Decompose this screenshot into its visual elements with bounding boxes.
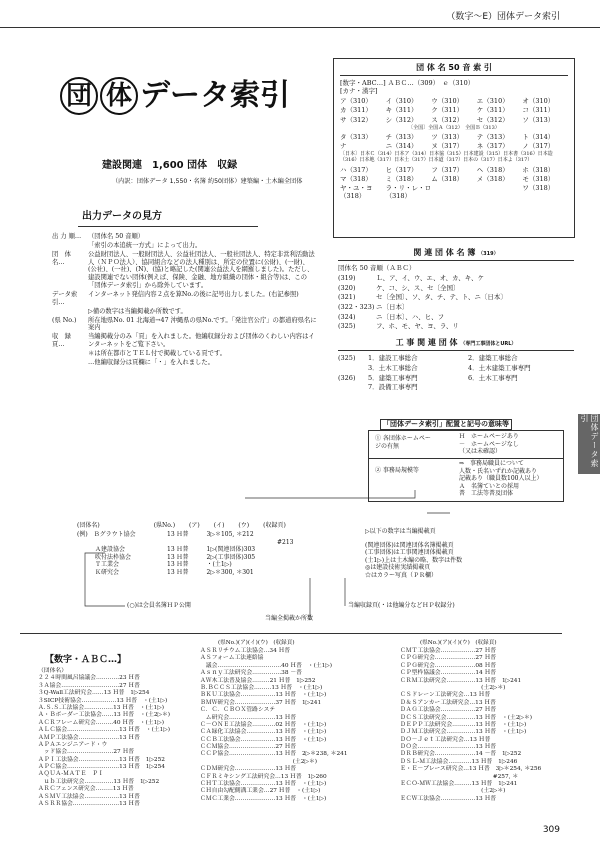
list-item[interactable]: ＡＲＣフェンス研究会………13 Ｈ普 [38, 786, 134, 793]
list-item[interactable]: ＡＳＲＲ協会……………………13 Ｈ普 [38, 801, 140, 808]
list-item[interactable]: ＣＰＧ研究会…………………08 Ｈ普 [400, 662, 497, 669]
kana-cell[interactable]: ク（311） [431, 106, 464, 115]
related-page: (325) [338, 322, 356, 331]
related-text: ニ〔日本〕、ハ、ヒ、フ [376, 312, 445, 321]
list-item: (土2▷＊) [400, 788, 506, 795]
desc-key [52, 242, 88, 250]
page-number: 309 [542, 825, 560, 835]
example-entry [77, 546, 357, 554]
construction-row[interactable] [338, 364, 574, 372]
related-page: (321) [338, 293, 356, 302]
example-entry [77, 554, 357, 562]
related-page: (319) [338, 274, 356, 283]
example-entry-rest: 13 Ｈ普 2▷＊300, ＊301 [167, 568, 254, 576]
list-item[interactable]: Ｂ.ＢＣＣＳ工法協会………13 Ｈ普 ・(土1▷) [200, 684, 323, 691]
kana-cell[interactable]: ス（312） [431, 115, 464, 124]
legend-value: ⇒ 事務局職員について [459, 460, 524, 467]
related-page: (324) [338, 312, 356, 321]
list-item[interactable]: ＥＣＯ-ＭＷ工法協会………13 Ｈ普 1▷241 [400, 781, 518, 788]
example-label: (ウ) [238, 522, 250, 529]
kana-cell[interactable]: シ（312） [385, 115, 418, 124]
kana-cell [477, 184, 523, 200]
legend-value: Ａ 名簿ていとの採用 [459, 482, 520, 490]
desc-value: ▷備の数字は当編掲載か所数です。 [88, 307, 187, 315]
related-groups [338, 248, 574, 393]
list-item[interactable]: Ａ.Ｓ.Ｓ.工法協会……………13 Ｈ普 ・(土1▷) [38, 704, 164, 711]
example-entry-name: (例) Ｂグラウト協会 [77, 531, 136, 538]
kana-cell[interactable]: ホ（318） [522, 165, 555, 174]
desc-key [52, 350, 88, 358]
kana-cell[interactable]: ミ（318） [385, 174, 418, 183]
construction-heading-note: （専門工事団体とURL） [460, 341, 517, 348]
legend-value: － ホームページなし [459, 440, 519, 448]
legend-divider [369, 458, 563, 459]
construction-heading [338, 338, 574, 351]
related-sub: 団体名 50 音順（ＡＢＣ） [338, 264, 416, 272]
related-text: セ〔全国〕、ソ、タ、チ、テ、ト、ニ〔日本〕 [376, 293, 507, 302]
example-label: (県No.) [153, 522, 176, 529]
kana-index-abc-row[interactable]: [数字・ABC…] ＡＢＣ…（309） ｅ（310） [340, 79, 475, 87]
kana-cell[interactable]: オ（310） [522, 97, 555, 106]
example-entry [77, 531, 357, 539]
kana-cell[interactable]: ト（314） [522, 132, 555, 141]
construction-item: 1．建設工事総合 [368, 354, 418, 363]
related-page: (322・323) [338, 303, 375, 311]
list-item: (土2▷＊) [400, 684, 506, 691]
list-item[interactable]: ＡＷ木工法普及協会………21 Ｈ普 1▷252 [200, 677, 316, 684]
kana-cell[interactable]: ヌ（317） [431, 142, 464, 150]
desc-key: データ索引… [52, 291, 78, 306]
construction-item: 2．建築工事総合 [468, 354, 518, 363]
example-note: ▷以下の数字は当編掲載頁 [365, 528, 436, 535]
desc-value: 当編掲載分のみ「頁」を入れました。他編収録分および団体のくわしい内容はインターネットをご覧下さい。 [88, 333, 315, 349]
kana-index-box [333, 58, 575, 238]
desc-value: （団体名 50 音順） [88, 233, 145, 240]
example-entry-name: Ａ建設協会 [95, 546, 126, 553]
example-foot-3: 当編全掲載か所数 [265, 615, 314, 622]
kana-cell[interactable]: ハ（317） [340, 165, 372, 174]
desc-key: (県 No.) [52, 316, 77, 324]
desc-key [52, 359, 88, 367]
construction-item: 4．土木建築工事専門 [468, 364, 531, 372]
kana-note-zenkoku: 〔全国〕全国Ａ（312） 全国Ｂ（313） [408, 124, 500, 131]
list-item[interactable]: ３SICP技術協会………………13 Ｈ普 ・(土1▷) [38, 697, 168, 704]
list-item[interactable]: 議会……………………………40 Ｈ普 ・(土1▷) [200, 662, 333, 669]
kana-cell[interactable]: ワ（318） [522, 183, 555, 192]
construction-item: 5．建築工事専門 [368, 373, 418, 382]
example-diagram [65, 488, 545, 623]
kana-cell[interactable]: ヒ（317） [385, 165, 418, 174]
legend-value: Ｈ ホームページあり [459, 433, 519, 440]
desc-value: ＊は所在都市とＴＥＬ付で掲載している頁です。 [88, 350, 227, 358]
list-item: （団体名） [38, 668, 67, 674]
desc-value: 公益財団法人、一般財団法人、公益社団法人、一般社団法人、特定非営利活動法人（ＮＰＯ法人）、協同組合などの法人種別は、所定の位置に(公財)、(一財)、(公社)、(一社)、(N)、(協)と略記した(関連公益法人を網羅しました)。ただし、建設関連でない団体(例えば、保険、金融、地方組織の団体・組合等)は、この「団体データ索引」から除外しています。 [88, 250, 315, 290]
example-entry [77, 539, 357, 547]
list-item[interactable]: ＡＭＰ工法協会…………………13 Ｈ普 [38, 734, 140, 741]
example-entry-name: 吹付法枠協会 [95, 553, 132, 561]
legend-value: 人数・氏名いずれか記載あり [459, 467, 538, 475]
related-text: フ、ホ、モ、ヤ、ヨ、ラ、リ [376, 322, 459, 331]
construction-page [338, 364, 368, 372]
kana-cell[interactable]: マ（318） [340, 174, 372, 183]
related-row[interactable] [338, 303, 574, 311]
desc-value: 所在地県No. 01 北海道→47 沖縄県の県No.です。「発注官公庁」の都道府県名に案内 [88, 316, 317, 332]
related-page: (320) [338, 283, 356, 292]
desc-row [52, 333, 317, 349]
list-item[interactable]: ＣＨ自由勾配側溝工業会…27 Ｈ普 ・(土1▷) [200, 788, 321, 795]
list-item[interactable]: ＥＣＷ工法協会………………13 Ｈ普 [400, 795, 497, 802]
construction-item: 3．土木工事総合 [368, 364, 418, 372]
legend-item-2: ② 事務局規模等 [375, 467, 419, 474]
kana-cell[interactable]: ケ（311） [476, 106, 509, 115]
legend-title-text: 「団体データ索引」配置と記号の意味等 [380, 419, 512, 430]
kana-grid [340, 97, 568, 123]
list-item[interactable]: ＣＳドレーン工法研究会…13 Ｈ普 [400, 692, 491, 699]
example-note: (関連団体)は関連団体名簿掲載頁 [365, 541, 454, 549]
list-item[interactable]: ＡＳＲリチウム工法協会…34 Ｈ普 [200, 648, 291, 654]
kana-cell[interactable]: キ（311） [385, 106, 418, 115]
output-description [52, 233, 317, 368]
related-row[interactable] [338, 284, 574, 292]
example-entry-rest: #213 [277, 538, 294, 546]
related-heading [338, 248, 574, 261]
desc-key: 出 力 順… [52, 233, 82, 240]
related-row[interactable] [338, 313, 574, 321]
columns-header: (県No.)(ア)(イ)(ウ) (収録頁) [218, 640, 295, 646]
example-note: (工事団体)は工事関連団体掲載頁 [365, 549, 454, 556]
example-entry-rest: 13 Ｈ普 1▷(関連団体)303 [167, 546, 256, 553]
example-entry [77, 569, 357, 577]
construction-row[interactable] [338, 374, 574, 382]
side-tab: 団体データ索引 [578, 414, 600, 474]
related-row[interactable] [338, 293, 574, 301]
kana-cell[interactable]: メ（318） [476, 174, 509, 183]
example-label: (イ) [213, 522, 225, 529]
list-item[interactable]: ＣＲＭ工法研究会……………13 Ｈ普 1▷241 [400, 677, 522, 684]
list-item[interactable]: ＣＰ型枠協議会………………14 Ｈ普 [400, 670, 497, 677]
example-entry-name: Ｋ研究会 [95, 568, 120, 576]
list-item[interactable]: Ａ・Ｂボーダー工法協会……13 Ｈ普 ・(土2▷＊) [38, 712, 171, 719]
example-entries [77, 531, 357, 576]
example-note: (土1▷)上は土木編の略、数字は件数 [365, 556, 463, 564]
list-item[interactable]: ３Ａ協会…………………………27 Ｈ普 [38, 682, 140, 689]
kana-cell[interactable]: モ（318） [522, 174, 555, 183]
list-item[interactable]: ＣＨＴ工法協会………………13 Ｈ普 ・(土1▷) [200, 781, 327, 788]
desc-row [52, 233, 317, 241]
kana-cell[interactable]: ソ（313） [522, 115, 555, 124]
list-item[interactable]: ＤＯ会…………………………13 Ｈ普 [400, 744, 497, 751]
kana-cell[interactable]: ラ・リ・レ・ロ（318） [385, 183, 432, 200]
list-item[interactable]: ｕｂ工法研究会……………13 Ｈ普 1▷252 [38, 778, 160, 785]
kana-cell[interactable]: カ（311） [340, 106, 372, 115]
kana-cell[interactable]: セ（312） [476, 115, 509, 124]
kana-cell [431, 184, 477, 200]
list-item[interactable]: ２２４時間風呂協議会…………23 Ｈ普 [38, 675, 140, 682]
list-item: (土2▷＊) [200, 758, 318, 765]
kana-grid-2 [340, 133, 568, 150]
legend-value: 普 工法等普及団体 [459, 490, 514, 497]
list-item[interactable]: ＡＰＡエンジニアード・ウ [38, 741, 108, 748]
kana-grid-3 [340, 166, 568, 201]
list-item[interactable]: ＤＡＧ工法協会………………27 Ｈ普 [400, 707, 497, 714]
kana-cell[interactable]: ム（318） [431, 174, 464, 183]
construction-row[interactable] [338, 383, 574, 391]
related-heading-text: 関 連 団 体 名 簿 [413, 248, 476, 257]
list-item[interactable]: ＢＫＵ工法協会………………13 Ｈ普 ・(土1▷) [200, 692, 327, 699]
list-item[interactable]: ＤＲＢ研究会…………………14 －普 1▷252 [400, 751, 522, 758]
kana-cell[interactable]: コ（311） [522, 106, 555, 115]
kana-cell[interactable]: タ（313） [340, 132, 372, 141]
legend-value: 記載あり（職員数100人以上） [459, 475, 543, 482]
list-item[interactable]: ＣＣＭ協会……………………27 Ｈ普 [200, 744, 297, 751]
main-title [60, 77, 290, 115]
construction-row[interactable] [338, 354, 574, 362]
example-label: (団体名) [77, 522, 100, 529]
list-item[interactable]: ＤＳＬ-Ｍ工法協会…………13 Ｈ普 1▷246 [400, 758, 518, 765]
kana-index-label: [カナ・漢字] [340, 87, 378, 96]
list-item[interactable]: ＣＰＧ研究会…………………27 Ｈ普 [400, 655, 497, 662]
subtitle-note: （内訳：団体データ 1,550・名簿 約50団体）建築編・土木編全団体 [112, 178, 303, 185]
index-divider [20, 633, 562, 634]
kana-cell[interactable]: イ（310） [385, 97, 418, 106]
legend-item-1-values [459, 433, 519, 456]
section-abc-heading: 【数字・ＡＢＣ…】 [45, 655, 127, 665]
list-item[interactable]: Ｃ．Ｃ．ＣＢＯＸ管路システ [200, 707, 276, 714]
kana-cell[interactable]: チ（313） [385, 132, 418, 141]
list-item[interactable]: ッド協会……………………27 Ｈ普 [38, 749, 135, 756]
list-item[interactable]: ＣＤＭ研究会…………………13 Ｈ普 [200, 766, 297, 773]
list-item: #257, ＊ [400, 773, 519, 780]
kana-cell[interactable]: ヤ・ユ・ヨ（318） [340, 183, 373, 200]
example-label: (収録頁) [263, 522, 286, 529]
output-heading-rule [78, 226, 258, 227]
kana-cell[interactable]: テ（313） [476, 132, 509, 141]
list-item[interactable]: ＣＣＰ協会……………………13 Ｈ普 2▷＊238, ＊241 [200, 751, 348, 758]
columns-header-2: (県No.)(ア)(イ)(ウ) (収録頁) [420, 640, 497, 646]
legend-title [380, 419, 512, 430]
example-label: (ア) [189, 522, 200, 529]
list-item[interactable]: ＣＡ緑化工法協会……………13 Ｈ普 ・(土1▷) [200, 729, 327, 736]
example-entry-rest: 13 Ｈ普 3▷＊105, ＊212 [167, 531, 254, 538]
desc-row [52, 359, 317, 367]
related-row[interactable] [338, 274, 574, 282]
example-note: ☆はカラー写真（ＰＲ欄） [365, 571, 438, 579]
list-item[interactable]: Ｄ＆Ｓアンカー工法研究会…13 Ｈ普 [400, 699, 496, 706]
kana-cell[interactable]: ナ [340, 142, 353, 150]
list-item[interactable]: Ａｓｎｙ工法研究会……………38 －普 [200, 670, 302, 677]
list-item[interactable]: ム研究会……………………13 Ｈ普 [200, 714, 297, 721]
index-column-2 [200, 648, 390, 803]
related-text: ケ、コ、シ、ス、セ〔全国〕 [376, 283, 460, 292]
construction-page [338, 383, 368, 391]
index-column-3 [400, 648, 560, 803]
list-item[interactable]: ＡＰＩ工法協会…………………13 Ｈ普 1▷252 [38, 756, 165, 763]
kana-cell[interactable]: フ（317） [431, 165, 464, 174]
example-entry-name: Ｔ工業会 [95, 561, 120, 568]
legend-value: （又は未確認） [459, 448, 502, 455]
list-item[interactable]: ＢＭＷ研究会…………………37 Ｈ普 1▷241 [200, 699, 322, 706]
example-note: ◎は建設技術実績掲載頁 [365, 564, 431, 571]
title-rest: データ索引 [140, 78, 290, 114]
list-item[interactable]: ＣＦＲミキシング工法研究会…13 Ｈ普 1▷260 [200, 773, 327, 780]
related-text: Ｌ、ア、イ、ウ、エ、オ、カ、キ、ケ [376, 274, 484, 283]
related-heading-page: （319） [478, 251, 499, 257]
kana-cell[interactable]: エ（310） [476, 97, 509, 106]
desc-row [52, 308, 317, 316]
running-header: （数字～E）団体データ索引 [446, 12, 560, 22]
list-item[interactable]: ＡＰＣ協会………………………13 Ｈ普 1▷254 [38, 764, 165, 771]
header-rule [0, 27, 600, 28]
list-item[interactable]: ＤＥＰＰ工法研究会…………13 Ｈ普 ・(土1▷) [400, 721, 527, 728]
construction-item: 6．土木工事専門 [468, 373, 518, 382]
list-item[interactable]: ＡＳＭＶ工法協会………………13 Ｈ普 [38, 793, 140, 800]
list-item[interactable]: ＣＣＢ工法協会………………13 Ｈ普 ・(土1▷) [200, 736, 327, 743]
output-heading: 出力データの見方 [82, 211, 162, 222]
desc-row [52, 242, 317, 250]
list-item[interactable]: ＡＬＣ協会………………………13 Ｈ普 ・(土1▷) [38, 727, 171, 734]
related-text: ニ〔日本〕 [376, 303, 409, 311]
example-entry [77, 561, 357, 569]
construction-page: (325) [338, 354, 356, 363]
desc-value: …他編収録分は頁欄に「・」を入れました。 [88, 358, 214, 366]
kana-note-nihon: 〔日本〕日本Ｃ（314）日本ア（314）日本協（315）日本建設（315）日本書（316）日本造（316）日本地（317）日本土（317）日本道（317）日本の（317）日本よ（317） [340, 151, 553, 164]
kana-index-heading: 団 体 名 50 音 索 引 [340, 63, 568, 76]
list-item[interactable]: ＣＭＣ工業会…………………13 Ｈ普 ・(土1▷) [200, 795, 327, 802]
index-column-1 [38, 668, 198, 808]
list-item[interactable]: ＡＱＵＡ-ＭＡＴＥ ＰＩ [38, 771, 104, 778]
kana-cell[interactable]: ネ（317） [476, 142, 509, 150]
kana-cell[interactable]: ア（310） [340, 97, 372, 106]
list-item[interactable]: ＡＳフォーム工法連絡協 [200, 655, 264, 662]
list-item[interactable]: ＣＭＴ工法協会………………27 Ｈ普 [400, 648, 497, 654]
legend-item-1: ① 各団体ホームページの有無 [375, 435, 431, 450]
kana-cell[interactable]: ノ（317） [522, 142, 555, 150]
desc-value: 「索引の本追統一方式」によって出力。 [88, 241, 202, 249]
kana-cell[interactable]: サ（312） [340, 115, 372, 124]
list-item[interactable]: Ｃ－ＯＮＥ工法協会…………02 Ｈ普 ・(土1▷) [200, 721, 327, 728]
kana-cell[interactable]: ウ（310） [431, 97, 464, 106]
list-item[interactable]: ＤＪＭ工法研究会……………13 Ｈ普 ・(土1▷) [400, 729, 527, 736]
construction-page: (326) [338, 373, 356, 382]
desc-row [52, 251, 317, 290]
related-row[interactable] [338, 322, 574, 330]
kana-cell[interactable]: ヘ（318） [476, 165, 509, 174]
desc-row [52, 317, 317, 333]
list-item[interactable]: Ｅ・Ｅ－プレース研究会…13 Ｈ普 3▷＊254, ＊256 [400, 766, 542, 773]
example-entry-name [77, 539, 167, 547]
desc-row [52, 291, 317, 307]
construction-item: 7．設備工事専門 [368, 383, 418, 392]
desc-key: 収 録 頁… [52, 333, 78, 349]
example-entry-rest: 13 Ｈ普 ・(土1▷) [167, 561, 232, 568]
list-item[interactable]: ３Q-Wall工法研究会……13 Ｈ普 1▷254 [38, 690, 150, 697]
example-entry-rest: 13 Ｈ普 2▷(工事団体)305 [167, 553, 256, 561]
desc-value: インターネット発信内容２点を算No.の後に記号出力しました。(右記参照) [88, 291, 299, 299]
desc-key: 団 体 名… [52, 250, 78, 266]
kana-cell[interactable]: ツ（313） [431, 132, 464, 141]
list-item[interactable]: ＡＣＲフレーム研究会………40 Ｈ普 ・(土1▷) [38, 719, 165, 726]
kana-cell[interactable]: ニ（314） [385, 142, 418, 150]
example-foot-2: 当編収録頁(・は他編分などＨＰ収録分) [348, 602, 455, 609]
list-item[interactable]: ＤＯ－Ｊｅｔ工法研究会…13 Ｈ普 [400, 736, 491, 743]
construction-heading-text: 工 事 関 連 団 体 [395, 338, 458, 348]
title-char-2: 体 [100, 77, 138, 115]
desc-key [52, 308, 88, 316]
example-notes [365, 528, 462, 579]
example-foot-1: (○)は会員名簿ＨＰ公開 [127, 602, 191, 609]
title-char-1: 団 [60, 77, 98, 115]
list-item[interactable]: ＤＣＳ工法研究会……………13 Ｈ普 ・(土2▷＊) [400, 714, 533, 721]
example-labels [77, 522, 537, 530]
desc-row [52, 350, 317, 358]
subtitle: 建設関連 1,600 団体 収録 [102, 160, 238, 171]
